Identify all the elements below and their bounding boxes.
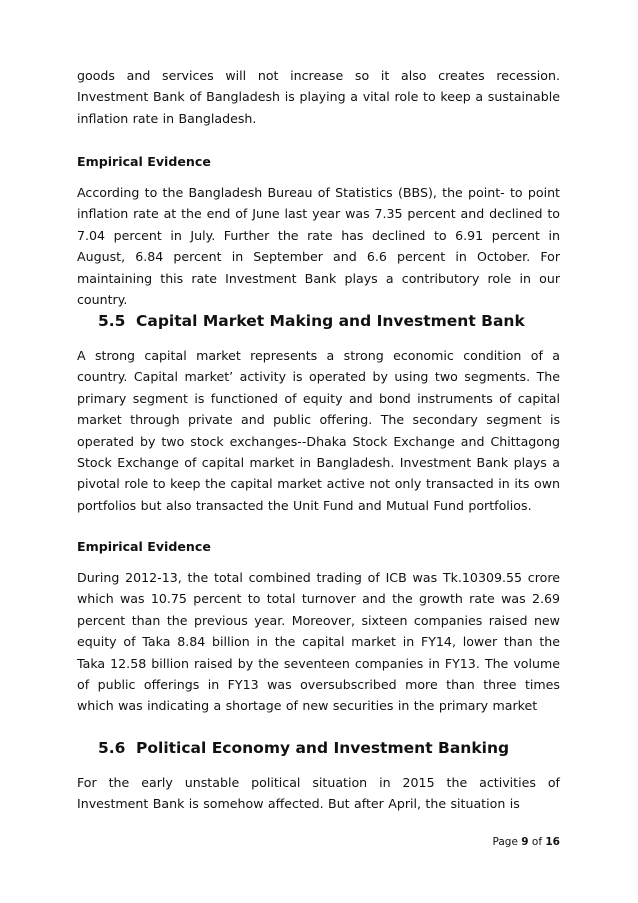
section-5-6-number: 5.6 (98, 739, 126, 757)
current-page-number: 9 (521, 836, 529, 848)
page-label: Page (492, 836, 518, 848)
empirical-evidence-heading-2: Empirical Evidence (77, 539, 211, 554)
section-5-5-number: 5.5 (98, 312, 126, 330)
trading-evidence-paragraph: During 2012-13, the total combined trading of ICB was Tk.10309.55 crore which was 10.75 percent to total turnover and the growth rate was 2.69 percent than the previous year. Moreover, sixteen companies raised new equity of Taka 8.84 billion in the capital market in FY14, lower than the Taka 12.58 billion raised by the seventeen companies in FY13. The volume of public offerings in FY13 was oversubscribed more than three times which was indicating a shortage of new securities in the primary market (77, 570, 560, 714)
section-5-5-title: Capital Market Making and Investment Bank (136, 312, 525, 330)
capital-market-paragraph: A strong capital market represents a strong economic condition of a country. Capital market’ activity is operated by using two segments. The primary segment is functioned of equity and bond instruments of capital market through private and public offering. The secondary segment is operated by two stock exchanges--Dhaka Stock Exchange and Chittagong Stock Exchange of capital market in Bangladesh. Investment Bank plays a pivotal role to keep the capital market active not only transacted in its own portfolios but also transacted the Unit Fund and Mutual Fund portfolios. (77, 348, 560, 513)
section-5-6-heading (98, 738, 568, 758)
section-5-5-heading (98, 311, 568, 331)
total-page-count: 16 (545, 836, 560, 848)
intro-paragraph: goods and services will not increase so it also creates recession. Investment Bank of Bangladesh is playing a vital role to keep a sustainable inflation rate in Bangladesh. (77, 68, 560, 126)
inflation-evidence-paragraph: According to the Bangladesh Bureau of Statistics (BBS), the point- to point inflation rate at the end of June last year was 7.35 percent and declined to 7.04 percent in July. Further the rate has declined to 6.91 percent in August, 6.84 percent in September and 6.6 percent in October. For maintaining this rate Investment Bank plays a contributory role in our country. (77, 185, 560, 308)
page-number-footer (420, 835, 560, 849)
section-5-6-title: Political Economy and Investment Banking (136, 739, 510, 757)
empirical-evidence-heading-1: Empirical Evidence (77, 154, 211, 169)
page-of-label: of (531, 836, 543, 848)
political-economy-paragraph: For the early unstable political situation in 2015 the activities of Investment Bank is somehow affected. But after April, the situation is (77, 775, 560, 812)
